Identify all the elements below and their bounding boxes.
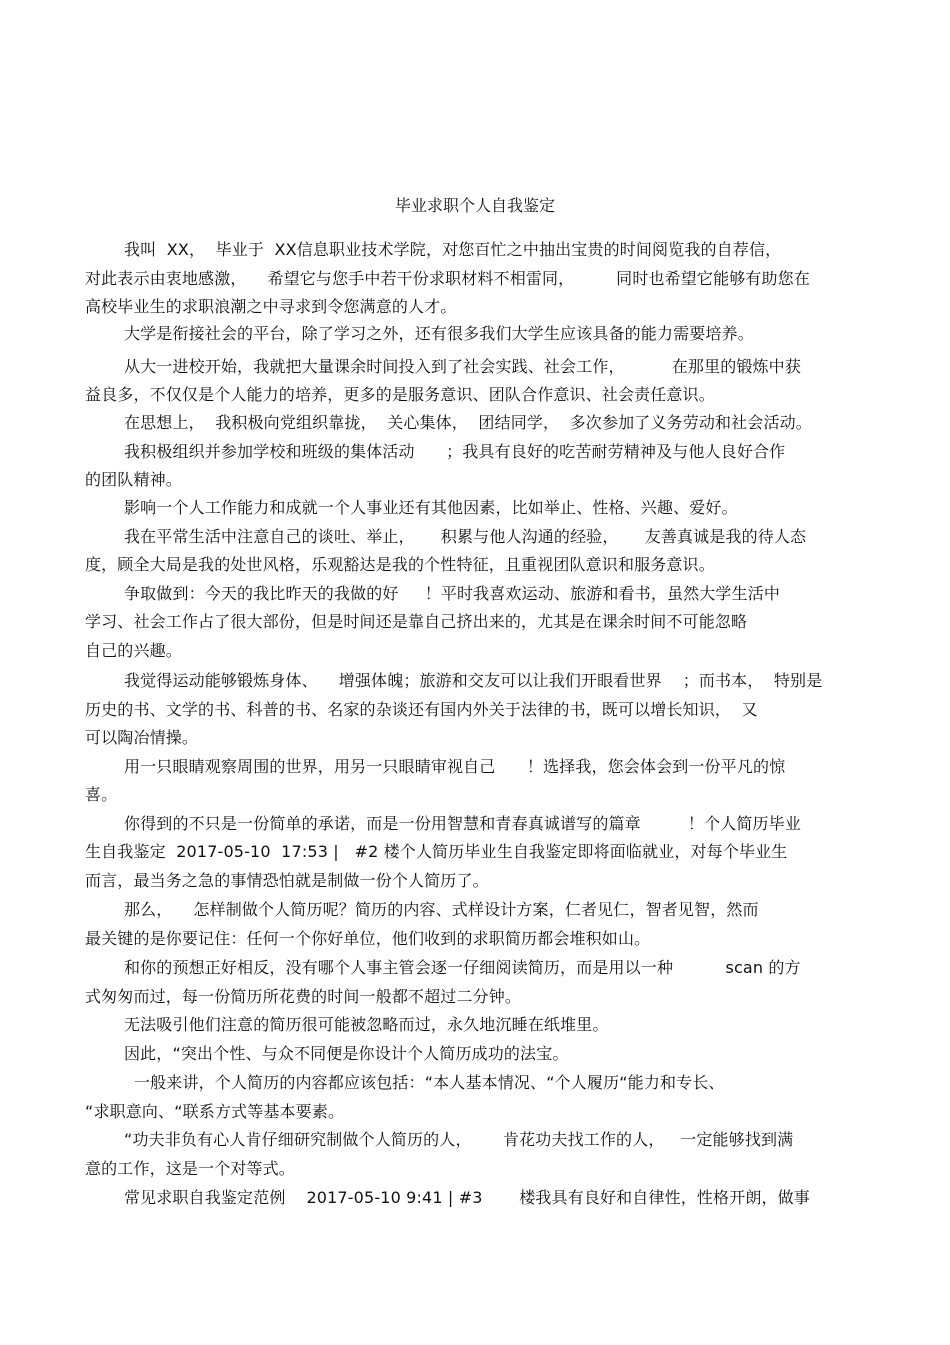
body-line: 式匆匆而过，每一份简历所花费的时间一般都不超过二分钟。 xyxy=(85,987,522,1006)
body-line: 的团队精神。 xyxy=(85,470,182,489)
body-line: 意的工作，这是一个对等式。 xyxy=(85,1159,295,1178)
body-line: 学习、社会工作占了很大部份，但是时间还是靠自己挤出来的，尤其是在课余时间不可能忽略 xyxy=(85,612,748,631)
body-line: 我叫 XX， 毕业于 XX信息职业技术学院，对您百忙之中抽出宝贵的时间阅览我的自荐信， xyxy=(124,240,782,259)
body-line: 喜。 xyxy=(85,785,118,804)
body-line: 自己的兴趣。 xyxy=(85,641,182,660)
body-line: 历史的书、文学的书、科普的书、名家的杂谈还有国内外关于法律的书，既可以增长知识， 又 xyxy=(85,700,758,719)
body-line: 最关键的是你要记住：任何一个你好单位，他们收到的求职简历都会堆积如山。 xyxy=(85,929,651,948)
body-line: 影响一个人工作能力和成就一个人事业还有其他因素，比如举止、性格、兴趣、爱好。 xyxy=(124,498,738,517)
body-line: 生自我鉴定 2017-05-10 17:53 | #2 楼个人简历毕业生自我鉴定即将面临就业，对每个毕业生 xyxy=(85,842,788,861)
body-line: 用一只眼睛观察周围的世界，用另一只眼睛审视自己 ！选择我，您会体会到一份平凡的惊 xyxy=(124,757,786,776)
body-line: 因此，“突出个性、与众不同便是你设计个人简历成功的法宝。 xyxy=(124,1044,569,1063)
body-line: 我在平常生活中注意自己的谈吐、举止， 积累与他人沟通的经验， 友善真诚是我的待人态 xyxy=(124,527,807,546)
body-line: 大学是衔接社会的平台，除了学习之外，还有很多我们大学生应该具备的能力需要培养。 xyxy=(124,324,754,343)
body-line: 从大一进校开始，我就把大量课余时间投入到了社会实践、社会工作， 在那里的锻炼中获 xyxy=(124,357,801,376)
body-line: 在思想上， 我积极向党组织靠拢， 关心集体， 团结同学， 多次参加了义务劳动和社会活动。 xyxy=(124,413,812,432)
body-line: 可以陶冶情操。 xyxy=(85,728,199,747)
body-line: 而言，最当务之急的事情恐怕就是制做一份个人简历了。 xyxy=(85,871,489,890)
body-line: 益良多，不仅仅是个人能力的培养，更多的是服务意识、团队合作意识、社会责任意识。 xyxy=(85,385,715,404)
body-line: 和你的预想正好相反，没有哪个人事主管会逐一仔细阅读简历，而是用以一种 scan 的方 xyxy=(124,958,801,977)
body-line: 我积极组织并参加学校和班级的集体活动 ；我具有良好的吃苦耐劳精神及与他人良好合作 xyxy=(124,442,786,461)
body-line: 争取做到：今天的我比昨天的我做的好 ！平时我喜欢运动、旅游和看书，虽然大学生活中 xyxy=(124,584,781,603)
body-line: 常见求职自我鉴定范例 2017-05-10 9:41 | #3 楼我具有良好和自律性，性格开朗，做事 xyxy=(124,1188,810,1207)
body-line: 我觉得运动能够锻炼身体、 增强体魄；旅游和交友可以让我们开眼看世界 ；而书本， 特别是 xyxy=(124,671,823,690)
body-line: 无法吸引他们注意的简历很可能被忽略而过，永久地沉睡在纸堆里。 xyxy=(124,1015,609,1034)
body-line: 高校毕业生的求职浪潮之中寻求到令您满意的人才。 xyxy=(85,297,457,316)
body-line: “求职意向、“联系方式等基本要素。 xyxy=(85,1102,345,1121)
body-line: “功夫非负有心人肯仔细研究制做个人简历的人， 肯花功夫找工作的人， 一定能够找到满 xyxy=(124,1130,794,1149)
body-line: 一般来讲，个人简历的内容都应该包括：“本人基本情况、“个人履历“能力和专长、 xyxy=(134,1073,725,1092)
body-line: 度，顾全大局是我的处世风格，乐观豁达是我的个性特征，且重视团队意识和服务意识。 xyxy=(85,555,715,574)
body-line: 那么， 怎样制做个人简历呢？简历的内容、式样设计方案，仁者见仁，智者见智，然而 xyxy=(124,900,759,919)
document-title: 毕业求职个人自我鉴定 xyxy=(394,196,555,215)
body-line: 对此表示由衷地感激， 希望它与您手中若干份求职材料不相雷同， 同时也希望它能够有助您在 xyxy=(85,269,810,288)
body-line: 你得到的不只是一份简单的承诺，而是一份用智慧和青春真诚谱写的篇章 ！个人简历毕业 xyxy=(124,814,801,833)
